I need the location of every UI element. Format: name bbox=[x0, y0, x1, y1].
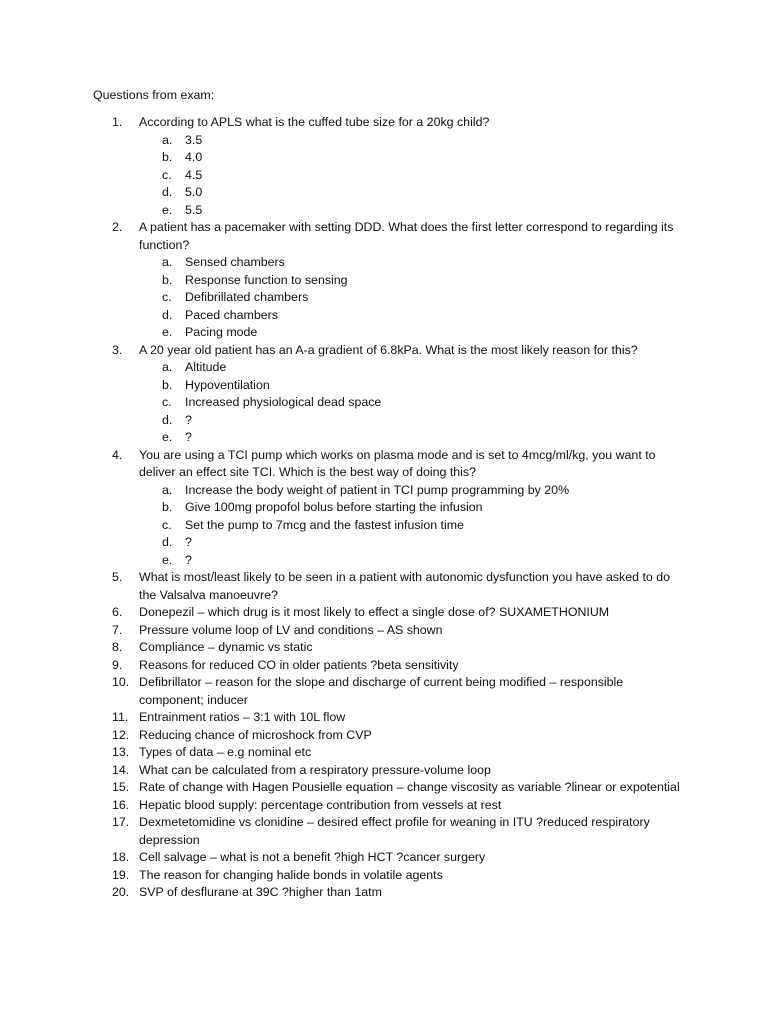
option-text: 5.5 bbox=[185, 202, 203, 217]
option-letter: a. bbox=[162, 132, 173, 147]
question-number: 13. bbox=[112, 745, 130, 759]
option-letter: b. bbox=[162, 500, 173, 514]
question-number: 10. bbox=[112, 675, 130, 689]
option-text: 4.5 bbox=[185, 167, 203, 182]
question-number: 17. bbox=[112, 815, 130, 829]
option-text: Sensed chambers bbox=[185, 255, 285, 269]
question-item bbox=[0, 342, 768, 447]
option-text: ? bbox=[185, 412, 192, 427]
question-number: 9. bbox=[112, 657, 123, 672]
question-item bbox=[0, 569, 768, 604]
question-number: 16. bbox=[112, 797, 130, 812]
question-item bbox=[0, 727, 768, 745]
answer-option bbox=[139, 307, 684, 325]
option-text: Paced chambers bbox=[185, 307, 278, 322]
question-item bbox=[0, 884, 768, 902]
answer-option bbox=[139, 482, 684, 500]
option-text: Hypoventilation bbox=[185, 377, 270, 392]
option-letter: c. bbox=[162, 167, 172, 182]
option-text: 5.0 bbox=[185, 185, 203, 199]
question-number: 6. bbox=[112, 605, 123, 619]
option-list bbox=[139, 359, 684, 447]
question-text: What can be calculated from a respiratory pressure-volume loop bbox=[139, 762, 491, 777]
answer-option bbox=[139, 394, 684, 412]
question-number: 3. bbox=[112, 342, 123, 357]
question-item bbox=[0, 762, 768, 780]
answer-option bbox=[139, 289, 684, 307]
answer-option bbox=[139, 254, 684, 272]
answer-option bbox=[139, 149, 684, 167]
question-text: A 20 year old patient has an A-a gradient of 6.8kPa. What is the most likely reason for this? bbox=[139, 342, 638, 357]
answer-option bbox=[139, 272, 684, 290]
question-number: 14. bbox=[112, 762, 130, 777]
question-text: Cell salvage – what is not a benefit ?high HCT ?cancer surgery bbox=[139, 850, 486, 864]
answer-option bbox=[139, 132, 684, 150]
option-letter: e. bbox=[162, 325, 173, 339]
question-item bbox=[0, 849, 768, 867]
option-letter: b. bbox=[162, 272, 173, 287]
option-letter: d. bbox=[162, 185, 173, 199]
question-item bbox=[0, 657, 768, 675]
question-item bbox=[0, 674, 768, 709]
question-text: Hepatic blood supply: percentage contribution from vessels at rest bbox=[139, 797, 502, 812]
option-text: Set the pump to 7mcg and the fastest infusion time bbox=[185, 517, 464, 532]
option-letter: a. bbox=[162, 482, 173, 497]
question-text: A patient has a pacemaker with setting DDD. What does the first letter correspond to regarding its function? bbox=[139, 220, 674, 252]
answer-option bbox=[139, 359, 684, 377]
option-text: Pacing mode bbox=[185, 325, 258, 339]
question-text: Entrainment ratios – 3:1 with 10L flow bbox=[139, 710, 346, 724]
option-letter: c. bbox=[162, 395, 172, 409]
question-item bbox=[0, 604, 768, 622]
option-letter: e. bbox=[162, 202, 173, 217]
question-item bbox=[0, 744, 768, 762]
option-letter: c. bbox=[162, 290, 172, 304]
option-letter: e. bbox=[162, 552, 173, 567]
question-item bbox=[0, 639, 768, 657]
answer-option bbox=[139, 499, 684, 517]
option-letter: b. bbox=[162, 377, 173, 392]
answer-option bbox=[139, 184, 684, 202]
question-number: 15. bbox=[112, 780, 130, 794]
question-item bbox=[0, 219, 768, 342]
question-item bbox=[0, 814, 768, 849]
question-text: According to APLS what is the cuffed tube size for a 20kg child? bbox=[139, 115, 490, 129]
answer-option bbox=[139, 517, 684, 535]
option-letter: d. bbox=[162, 307, 173, 322]
question-number: 5. bbox=[112, 570, 123, 584]
question-text: Reducing chance of microshock from CVP bbox=[139, 727, 372, 742]
question-text: SVP of desflurane at 39C ?higher than 1atm bbox=[139, 885, 382, 899]
question-number: 12. bbox=[112, 727, 130, 742]
answer-option bbox=[139, 167, 684, 185]
question-number: 11. bbox=[112, 710, 129, 724]
option-letter: a. bbox=[162, 255, 173, 269]
option-list bbox=[139, 254, 684, 342]
question-item bbox=[0, 709, 768, 727]
question-number: 8. bbox=[112, 640, 123, 654]
question-item bbox=[0, 447, 768, 570]
answer-option bbox=[139, 202, 684, 220]
question-number: 4. bbox=[112, 447, 123, 462]
question-item bbox=[0, 114, 768, 219]
question-text: Donepezil – which drug is it most likely to effect a single dose of? SUXAMETHONIUM bbox=[139, 605, 610, 619]
option-letter: b. bbox=[162, 150, 173, 164]
question-text: Rate of change with Hagen Pousielle equation – change viscosity as variable ?linear or expotential bbox=[139, 780, 680, 794]
question-text: Types of data – e.g nominal etc bbox=[139, 745, 312, 759]
option-list bbox=[139, 482, 684, 570]
answer-option bbox=[139, 552, 684, 570]
question-number: 18. bbox=[112, 850, 130, 864]
question-text: The reason for changing halide bonds in volatile agents bbox=[139, 867, 443, 882]
answer-option bbox=[139, 377, 684, 395]
question-text: Defibrillator – reason for the slope and discharge of current being modified – responsible component; inducer bbox=[139, 675, 624, 707]
answer-option bbox=[139, 534, 684, 552]
option-text: ? bbox=[185, 430, 192, 444]
option-letter: e. bbox=[162, 430, 173, 444]
question-item bbox=[0, 797, 768, 815]
question-text: You are using a TCI pump which works on plasma mode and is set to 4mcg/ml/kg, you want to deliver an effect site TCI. Which is the best way of doing this? bbox=[139, 447, 656, 479]
option-letter: c. bbox=[162, 517, 172, 532]
option-letter: d. bbox=[162, 535, 173, 549]
question-text: Reasons for reduced CO in older patients ?beta sensitivity bbox=[139, 657, 459, 672]
question-item bbox=[0, 779, 768, 797]
option-text: ? bbox=[185, 535, 192, 549]
question-text: What is most/least likely to be seen in a patient with autonomic dysfunction you have asked to do the Valsalva manoeuvre? bbox=[139, 570, 671, 602]
option-text: Increased physiological dead space bbox=[185, 395, 382, 409]
document-heading: Questions from exam: bbox=[93, 88, 215, 102]
question-number: 20. bbox=[112, 885, 130, 899]
question-number: 19. bbox=[112, 867, 130, 882]
option-text: Response function to sensing bbox=[185, 272, 348, 287]
option-text: Defibrillated chambers bbox=[185, 290, 309, 304]
question-list bbox=[0, 114, 768, 902]
question-text: Pressure volume loop of LV and conditions – AS shown bbox=[139, 622, 443, 637]
question-text: Compliance – dynamic vs static bbox=[139, 640, 313, 654]
option-text: Give 100mg propofol bolus before starting the infusion bbox=[185, 500, 483, 514]
answer-option bbox=[139, 412, 684, 430]
option-text: Increase the body weight of patient in TCI pump programming by 20% bbox=[185, 482, 570, 497]
question-item bbox=[0, 622, 768, 640]
option-text: ? bbox=[185, 552, 192, 567]
question-number: 7. bbox=[112, 622, 123, 637]
option-letter: a. bbox=[162, 360, 173, 374]
option-list bbox=[139, 132, 684, 220]
option-text: 3.5 bbox=[185, 132, 203, 147]
question-number: 2. bbox=[112, 220, 123, 234]
question-item bbox=[0, 867, 768, 885]
answer-option bbox=[139, 324, 684, 342]
option-text: Altitude bbox=[185, 360, 227, 374]
option-text: 4.0 bbox=[185, 150, 203, 164]
option-letter: d. bbox=[162, 412, 173, 427]
answer-option bbox=[139, 429, 684, 447]
question-number: 1. bbox=[112, 115, 123, 129]
question-text: Dexmetetomidine vs clonidine – desired effect profile for weaning in ITU ?reduced respiratory depression bbox=[139, 815, 650, 847]
